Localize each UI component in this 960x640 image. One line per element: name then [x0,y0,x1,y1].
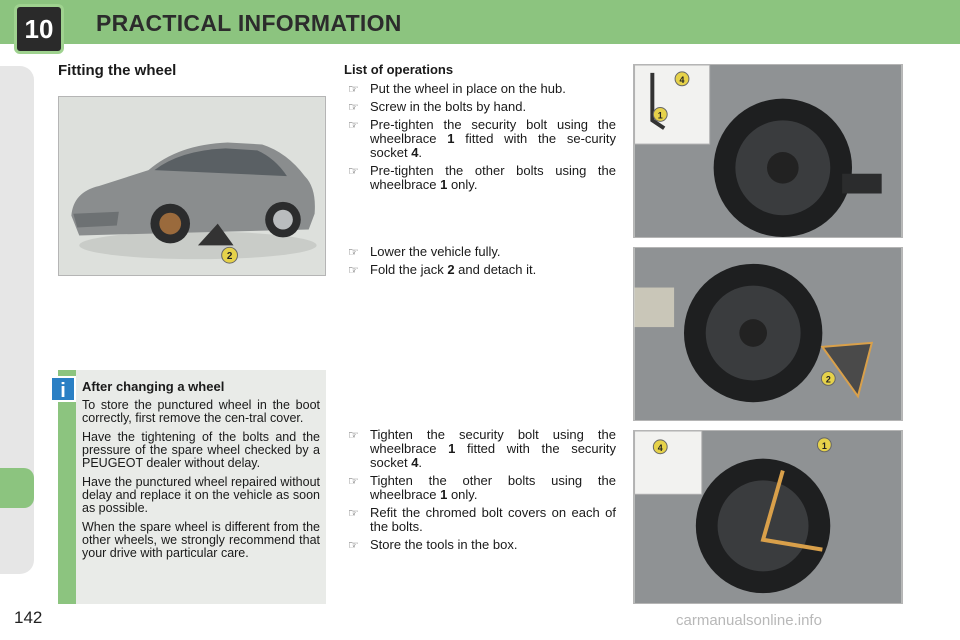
info-paragraph: When the spare wheel is different from the other wheels, we strongly recommend that your drive with particular care. [82,520,320,560]
chapter-title: PRACTICAL INFORMATION [96,10,402,36]
pointer-icon: ☞ [348,474,359,488]
step-photo-tighten-bolts [633,430,903,604]
callout-wheelbrace-number-2: 1 [821,440,827,451]
callout-wheelbrace-number: 1 [657,110,663,121]
list-item: ☞ Fold the jack 2 and detach it. [348,262,537,277]
operations-list-lower [344,245,616,281]
list-item: ☞ Pre-tighten the security bolt using the wheelbrace 1 fitted with the se-curity socket 4. [348,117,616,160]
callout-socket-number-2: 4 [657,442,663,453]
list-item: ☞ Tighten the security bolt using the wheelbrace 1 fitted with the security socket 4. [348,427,616,470]
pointer-icon: ☞ [348,263,359,277]
chapter-tab [0,468,34,508]
callout-socket-number: 4 [679,74,685,85]
pointer-icon: ☞ [348,538,359,552]
pointer-icon: ☞ [348,118,359,132]
list-item: ☞ Put the wheel in place on the hub. [348,81,566,96]
callout-jack-number-2: 2 [825,374,831,385]
list-title: List of operations [344,62,454,77]
pointer-icon: ☞ [348,245,359,259]
info-title: After changing a wheel [82,379,225,394]
section-title: Fitting the wheel [58,62,177,79]
pointer-icon: ☞ [348,82,359,96]
info-paragraph: Have the punctured wheel repaired without delay and replace it on the vehicle as soon as possible. [82,475,320,515]
watermark: carmanualsonline.info [676,612,822,629]
operations-list-tighten [344,428,616,556]
list-item: ☞ Tighten the other bolts using the wheelbrace 1 only. [348,473,616,502]
step-photo-lower-vehicle [633,247,903,421]
pointer-icon: ☞ [348,164,359,178]
info-icon: i [50,376,76,402]
step-photo-fit-wheel [633,64,903,238]
list-item: ☞ Pre-tighten the other bolts using the wheelbrace 1 only. [348,163,616,192]
list-item: ☞ Store the tools in the box. [348,537,518,552]
info-paragraph: To store the punctured wheel in the boot correctly, first remove the cen-tral cover. [82,398,320,425]
callout-jack-number: 2 [226,251,233,263]
tighten-bolts-image [634,431,902,603]
info-box [58,370,326,604]
info-paragraph: Have the tightening of the bolts and the pressure of the spare wheel checked by a PEUGEOT dealer without delay. [82,430,320,470]
car-jack-illustration [58,96,326,276]
pointer-icon: ☞ [348,506,359,520]
info-content [82,380,320,566]
chapter-badge [14,4,64,54]
pointer-icon: ☞ [348,100,359,114]
operations-list-fit [344,82,616,196]
pointer-icon: ☞ [348,428,359,442]
lower-vehicle-image [634,248,902,420]
list-item: ☞ Screw in the bolts by hand. [348,99,527,114]
list-item: ☞ Lower the vehicle fully. [348,244,501,259]
car-image [59,97,325,275]
page-number: 142 [14,608,43,627]
wheel-fitting-image [634,65,902,237]
chapter-number: 10 [24,14,54,44]
list-item: ☞ Refit the chromed bolt covers on each of the bolts. [348,505,616,534]
